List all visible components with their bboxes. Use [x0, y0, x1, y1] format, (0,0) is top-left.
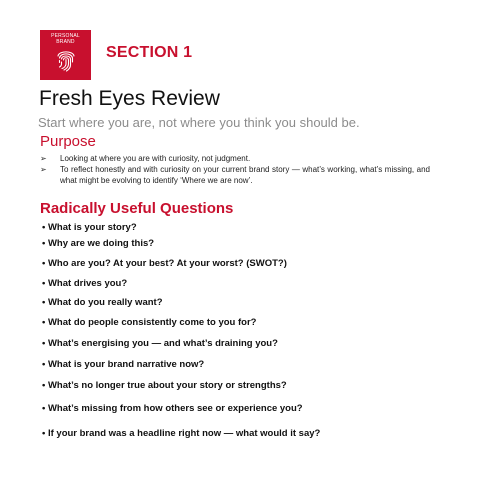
purpose-item: [40, 153, 430, 164]
question-item: • What do people consistently come to you for?: [42, 317, 257, 328]
fingerprint-icon: [55, 47, 77, 73]
question-item: • What is your story?: [42, 222, 137, 233]
purpose-heading: Purpose: [40, 133, 96, 150]
personal-brand-logo: [40, 30, 91, 80]
purpose-item-text: To reflect honestly and with curiosity on your current brand story — what’s working, what’s missing, and what might be evolving to identify ‘Where we are now’.: [60, 165, 430, 185]
question-item: • What do you really want?: [42, 297, 163, 308]
section-label: SECTION 1: [106, 44, 193, 61]
logo-line-2: BRAND: [56, 39, 75, 45]
arrow-bullet-icon: ➢: [40, 154, 47, 163]
question-item: • Who are you? At your best? At your worst? (SWOT?): [42, 258, 287, 269]
question-item: • What’s energising you — and what’s draining you?: [42, 338, 278, 349]
questions-heading: Radically Useful Questions: [40, 200, 234, 217]
page-title: Fresh Eyes Review: [39, 87, 220, 110]
logo-text: [40, 30, 91, 45]
purpose-item: [40, 164, 430, 186]
question-item: • What’s no longer true about your story or strengths?: [42, 380, 287, 391]
question-item: • Why are we doing this?: [42, 238, 155, 249]
logo-line-1: PERSONAL: [51, 33, 80, 39]
question-item: • What drives you?: [42, 278, 128, 289]
purpose-item-text: Looking at where you are with curiosity, not judgment.: [60, 154, 251, 163]
arrow-bullet-icon: ➢: [40, 165, 47, 174]
page-subtitle: Start where you are, not where you think you should be.: [38, 115, 360, 130]
question-item: • What is your brand narrative now?: [42, 359, 205, 370]
purpose-list: [40, 153, 430, 186]
question-item: • What’s missing from how others see or experience you?: [42, 403, 303, 414]
question-item: • If your brand was a headline right now — what would it say?: [42, 428, 321, 439]
